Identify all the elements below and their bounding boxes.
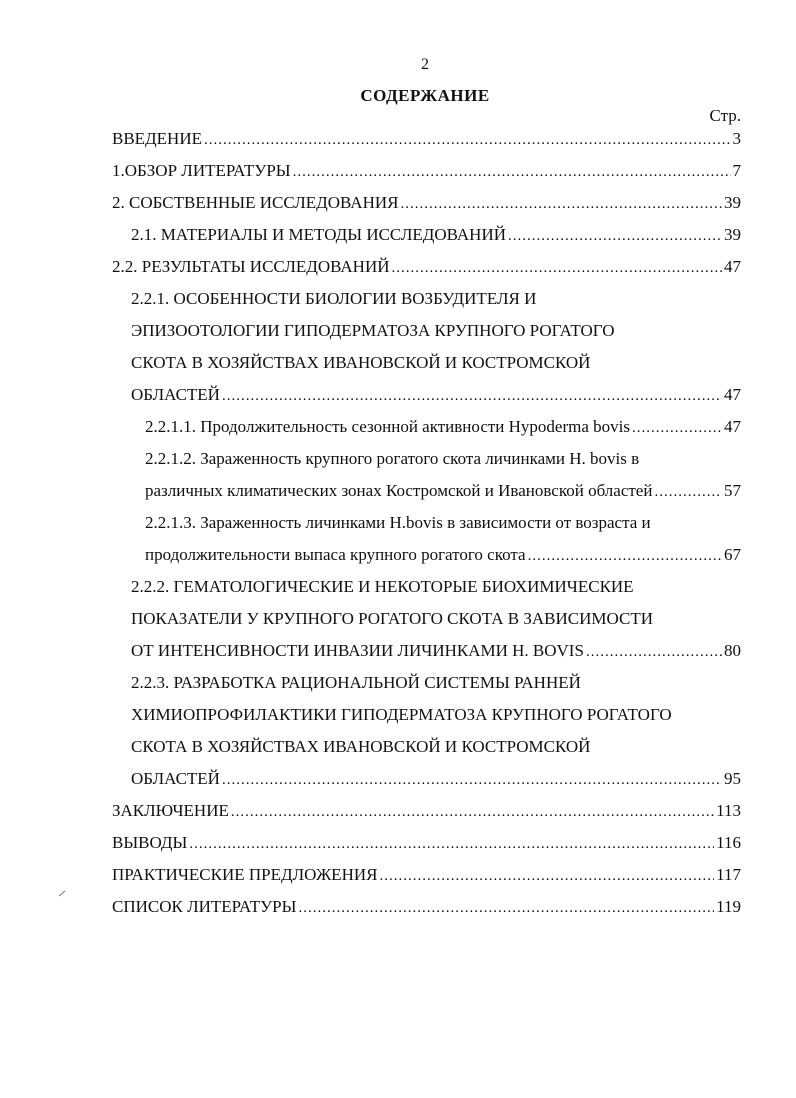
toc-entry-hematology[interactable] xyxy=(131,571,741,667)
toc-entry-title: ВЫВОДЫ xyxy=(112,833,188,852)
toc-entry-conclusion[interactable] xyxy=(112,795,741,827)
dot-leader xyxy=(632,412,722,444)
toc-entry-page: 57 xyxy=(724,481,741,500)
toc-entry-title-line: ОБЛАСТЕЙ xyxy=(131,385,220,404)
toc-entry-title-line: 2.2.2. ГЕМАТОЛОГИЧЕСКИЕ И НЕКОТОРЫЕ БИОХИМИЧЕСКИЕ xyxy=(131,577,634,596)
page-column-header: Стр. xyxy=(709,106,741,125)
toc-entry-page: 47 xyxy=(724,385,741,404)
toc-entry-title: 2. СОБСТВЕННЫЕ ИССЛЕДОВАНИЯ xyxy=(112,193,399,212)
dot-leader xyxy=(528,540,722,572)
toc-entry-title-line: ОТ ИНТЕНСИВНОСТИ ИНВАЗИИ ЛИЧИНКАМИ H. BOVIS xyxy=(131,641,584,660)
dot-leader xyxy=(222,764,722,796)
toc-entry-page: 117 xyxy=(716,865,741,884)
toc-entry-references[interactable] xyxy=(112,891,741,923)
toc-entry-title: ПРАКТИЧЕСКИЕ ПРЕДЛОЖЕНИЯ xyxy=(112,865,378,884)
toc-entry-introduction[interactable] xyxy=(112,123,741,155)
toc-entry-title: 1.ОБЗОР ЛИТЕРАТУРЫ xyxy=(112,161,291,180)
toc-entry-page: 119 xyxy=(716,897,741,916)
toc-entry-biology-epizootology[interactable] xyxy=(131,283,741,411)
toc-entry-title: 2.2.1.1. Продолжительность сезонной активности Hypoderma bovis xyxy=(145,417,630,436)
toc-entry-title: ЗАКЛЮЧЕНИЕ xyxy=(112,801,229,820)
dot-leader xyxy=(298,892,714,924)
toc-entry-title-line: различных климатических зонах Костромской и Ивановской областей xyxy=(145,481,653,500)
toc-entry-page: 95 xyxy=(724,769,741,788)
toc-entry-page: 3 xyxy=(732,129,741,148)
toc-entry-research-results[interactable] xyxy=(112,251,741,283)
toc-entry-title-line: ОБЛАСТЕЙ xyxy=(131,769,220,788)
dot-leader xyxy=(654,476,722,508)
toc-entry-own-research[interactable] xyxy=(112,187,741,219)
dot-leader xyxy=(189,828,714,860)
dot-leader xyxy=(586,636,722,668)
toc-entry-title: 2.2. РЕЗУЛЬТАТЫ ИССЛЕДОВАНИЙ xyxy=(112,257,390,276)
toc-entry-materials-methods[interactable] xyxy=(131,219,741,251)
page-title: СОДЕРЖАНИЕ xyxy=(360,86,490,105)
toc-entry-title-line: ХИМИОПРОФИЛАКТИКИ ГИПОДЕРМАТОЗА КРУПНОГО РОГАТОГО xyxy=(131,705,672,724)
toc-entry-page: 47 xyxy=(724,417,741,436)
toc-entry-title: ВВЕДЕНИЕ xyxy=(112,129,202,148)
toc-entry-page: 39 xyxy=(724,193,741,212)
toc-entry-title-line: СКОТА В ХОЗЯЙСТВАХ ИВАНОВСКОЙ И КОСТРОМСКОЙ xyxy=(131,353,591,372)
toc-entry-title: 2.1. МАТЕРИАЛЫ И МЕТОДЫ ИССЛЕДОВАНИЙ xyxy=(131,225,507,244)
toc-entry-page: 47 xyxy=(724,257,741,276)
dot-leader xyxy=(231,796,714,828)
toc-entry-page: 39 xyxy=(724,225,741,244)
toc-entry-chemoprophylaxis[interactable] xyxy=(131,667,741,795)
toc-entry-practical-proposals[interactable] xyxy=(112,859,741,891)
toc-entry-title-line: ЭПИЗООТОЛОГИИ ГИПОДЕРМАТОЗА КРУПНОГО РОГАТОГО xyxy=(131,321,615,340)
toc-entry-title-line: СКОТА В ХОЗЯЙСТВАХ ИВАНОВСКОЙ И КОСТРОМСКОЙ xyxy=(131,737,591,756)
dot-leader xyxy=(392,252,723,284)
toc-entry-page: 80 xyxy=(724,641,741,660)
toc-entry-page: 116 xyxy=(716,833,741,852)
dot-leader xyxy=(293,156,731,188)
toc-entry-age-grazing[interactable] xyxy=(145,507,741,571)
toc-entry-title-line: 2.2.3. РАЗРАБОТКА РАЦИОНАЛЬНОЙ СИСТЕМЫ РАННЕЙ xyxy=(131,673,581,692)
toc-entry-title-line: продолжительности выпаса крупного рогатого скота xyxy=(145,545,526,564)
toc-entry-seasonal-activity[interactable] xyxy=(145,411,741,443)
toc-entry-climatic-zones[interactable] xyxy=(145,443,741,507)
margin-mark xyxy=(59,891,66,897)
toc-entry-title-line: 2.2.1.2. Зараженность крупного рогатого скота личинками H. bovis в xyxy=(145,449,640,468)
dot-leader xyxy=(222,380,722,412)
toc-entry-findings[interactable] xyxy=(112,827,741,859)
toc-entry-title-line: 2.2.1.3. Зараженность личинками H.bovis в зависимости от возраста и xyxy=(145,513,651,532)
dot-leader xyxy=(400,188,722,220)
toc-entry-title-line: 2.2.1. ОСОБЕННОСТИ БИОЛОГИИ ВОЗБУДИТЕЛЯ И xyxy=(131,289,537,308)
page-number: 2 xyxy=(421,56,429,73)
toc-entry-literature-review[interactable] xyxy=(112,155,741,187)
toc-entry-page: 113 xyxy=(716,801,741,820)
toc-entry-page: 67 xyxy=(724,545,741,564)
toc-entry-page: 7 xyxy=(732,161,741,180)
toc-entry-title: СПИСОК ЛИТЕРАТУРЫ xyxy=(112,897,297,916)
dot-leader xyxy=(204,124,731,156)
toc-entry-title-line: ПОКАЗАТЕЛИ У КРУПНОГО РОГАТОГО СКОТА В ЗАВИСИМОСТИ xyxy=(131,609,653,628)
dot-leader xyxy=(508,220,722,252)
dot-leader xyxy=(379,860,714,892)
